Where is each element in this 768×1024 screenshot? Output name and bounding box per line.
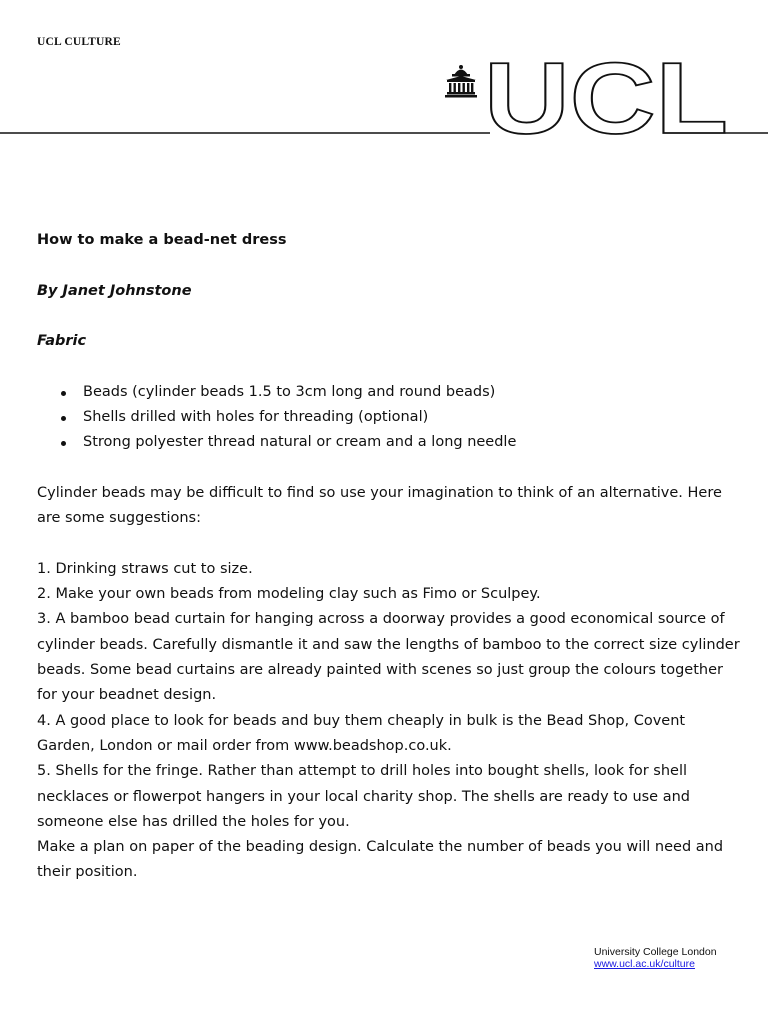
document-author: By Janet Johnstone [37, 282, 192, 299]
list-item: Shells drilled with holes for threading (optional) [37, 405, 741, 430]
list-item: Beads (cylinder beads 1.5 to 3cm long and round beads) [37, 380, 741, 405]
suggestion-1: 1. Drinking straws cut to size. [37, 560, 253, 577]
suggestion-5: 5. Shells for the fringe. Rather than attempt to drill holes into bought shells, look for shell necklaces or flowerpot hangers in your local charity shop. The shells are ready to use and someone else has drilled the holes for you. [37, 763, 690, 830]
footer-link[interactable]: www.ucl.ac.uk/culture [594, 958, 695, 970]
closing-paragraph: Make a plan on paper of the beading design. Calculate the number of beads you will need and their position. [37, 839, 724, 881]
ucl-logo-text: UCL [484, 43, 728, 140]
footer-institution: University College London [594, 946, 717, 958]
suggestion-3: 3. A bamboo bead curtain for hanging across a doorway provides a good economical source of cylinder beads. Carefully dismantle it and saw the lengths of bamboo to the correct size cylinder beads. Some bead curtains are already painted with scenes so just group the colours together for your beadnet design. [37, 611, 740, 704]
suggestion-4: 4. A good place to look for beads and buy them cheaply in bulk is the Bead Shop, Covent Garden, London or mail order from www.beadshop.co.uk. [37, 712, 686, 754]
document-title: How to make a bead-net dress [37, 232, 287, 248]
document-body [37, 228, 741, 886]
suggestion-2: 2. Make your own beads from modeling clay such as Fimo or Sculpey. [37, 586, 541, 603]
department-label: UCL CULTURE [37, 36, 121, 48]
section-heading-fabric: Fabric [37, 333, 87, 350]
list-item: Strong polyester thread natural or cream and a long needle [37, 430, 741, 455]
ucl-logo [0, 0, 768, 140]
intro-paragraph: Cylinder beads may be difficult to find so use your imagination to think of an alternative. Here are some suggestions: [37, 484, 722, 527]
materials-list [37, 380, 741, 456]
footer [594, 946, 717, 970]
portico-icon [445, 65, 477, 98]
